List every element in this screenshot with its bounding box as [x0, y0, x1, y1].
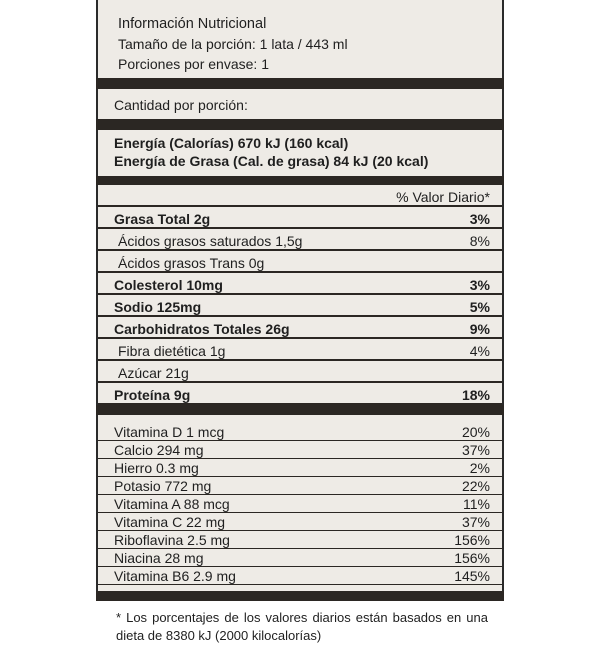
- vitamin-row: [98, 459, 502, 477]
- vitamin-label: Vitamina C 22 mg: [114, 514, 226, 530]
- nutrient-row: [98, 383, 502, 405]
- vitamin-row: [98, 477, 502, 495]
- energy-fat-calories: Energía de Grasa (Cal. de grasa) 84 kJ (20 kcal): [114, 153, 429, 169]
- nutrient-percent: 3%: [469, 277, 490, 293]
- header: [98, 0, 502, 74]
- nutrients-table: [98, 207, 502, 405]
- nutrient-row: [98, 361, 502, 383]
- nutrient-row: [98, 295, 502, 317]
- serving-size: Tamaño de la porción: 1 lata / 443 ml: [118, 36, 348, 52]
- divider-thick: [96, 119, 504, 130]
- vitamin-label: Riboflavina 2.5 mg: [114, 532, 230, 548]
- nutrient-percent: 3%: [469, 211, 490, 227]
- nutrient-label: Fibra dietética 1g: [118, 343, 226, 359]
- servings-per-container: Porciones por envase: 1: [118, 56, 269, 72]
- nutrient-row: [98, 229, 502, 251]
- amount-per-serving: Cantidad por porción:: [114, 97, 248, 113]
- nutrient-label: Proteína 9g: [114, 387, 191, 403]
- nutrient-label: Ácidos grasos saturados 1,5g: [118, 233, 303, 249]
- vitamin-label: Vitamina A 88 mcg: [114, 496, 230, 512]
- vitamins-table: [98, 415, 502, 585]
- energy-block: [98, 130, 502, 176]
- dv-header: % Valor Diario*: [396, 189, 490, 205]
- nutrient-row: [98, 251, 502, 273]
- nutrient-label: Azúcar 21g: [118, 365, 189, 381]
- label-title: Información Nutricional: [118, 16, 267, 32]
- right-margin: [504, 0, 600, 600]
- nutrition-facts-panel: [96, 0, 504, 643]
- vitamin-label: Hierro 0.3 mg: [114, 460, 199, 476]
- nutrient-row: [98, 339, 502, 361]
- vitamin-percent: 20%: [461, 424, 490, 440]
- vitamin-row: [98, 495, 502, 513]
- vitamin-row: [98, 441, 502, 459]
- vitamin-row: [98, 513, 502, 531]
- vitamin-row: [98, 549, 502, 567]
- divider-thick: [96, 176, 504, 185]
- nutrient-label: Colesterol 10mg: [114, 277, 223, 293]
- footnote: * Los porcentajes de los valores diarios están basados en una dieta de 8380 kJ (2000 kilocalorías): [116, 610, 488, 643]
- dv-header-row: [98, 185, 502, 207]
- vitamin-label: Vitamina D 1 mcg: [114, 424, 225, 440]
- nutrient-label: Carbohidratos Totales 26g: [114, 321, 290, 337]
- left-margin: [0, 0, 96, 600]
- nutrient-label: Grasa Total 2g: [114, 211, 211, 227]
- vitamin-percent: 156%: [454, 550, 490, 566]
- divider-thick: [96, 78, 504, 89]
- nutrient-label: Sodio 125mg: [114, 299, 202, 315]
- vitamin-percent: 11%: [463, 496, 490, 512]
- vitamin-row: [98, 531, 502, 549]
- nutrient-percent: 4%: [469, 343, 490, 359]
- vitamin-percent: 37%: [461, 514, 490, 530]
- vitamin-row: [98, 567, 502, 585]
- vitamin-percent: 2%: [469, 460, 490, 476]
- vitamin-percent: 145%: [454, 568, 490, 584]
- nutrient-percent: 8%: [469, 233, 490, 249]
- nutrient-percent: 9%: [469, 321, 490, 337]
- nutrient-row: [98, 317, 502, 339]
- nutrient-label: Ácidos grasos Trans 0g: [118, 255, 265, 271]
- vitamin-percent: 156%: [454, 532, 490, 548]
- nutrient-row: [98, 273, 502, 295]
- nutrient-percent: 18%: [461, 387, 490, 403]
- divider-thick: [96, 405, 504, 415]
- vitamin-label: Calcio 294 mg: [114, 442, 204, 458]
- vitamin-percent: 37%: [461, 442, 490, 458]
- nutrient-row: [98, 207, 502, 229]
- energy-calories: Energía (Calorías) 670 kJ (160 kcal): [114, 135, 349, 151]
- vitamin-label: Niacina 28 mg: [114, 550, 204, 566]
- nutrient-percent: 5%: [469, 299, 490, 315]
- vitamin-label: Potasio 772 mg: [114, 478, 212, 494]
- vitamin-label: Vitamina B6 2.9 mg: [114, 568, 236, 584]
- vitamin-row: [98, 423, 502, 441]
- vitamin-percent: 22%: [461, 478, 490, 494]
